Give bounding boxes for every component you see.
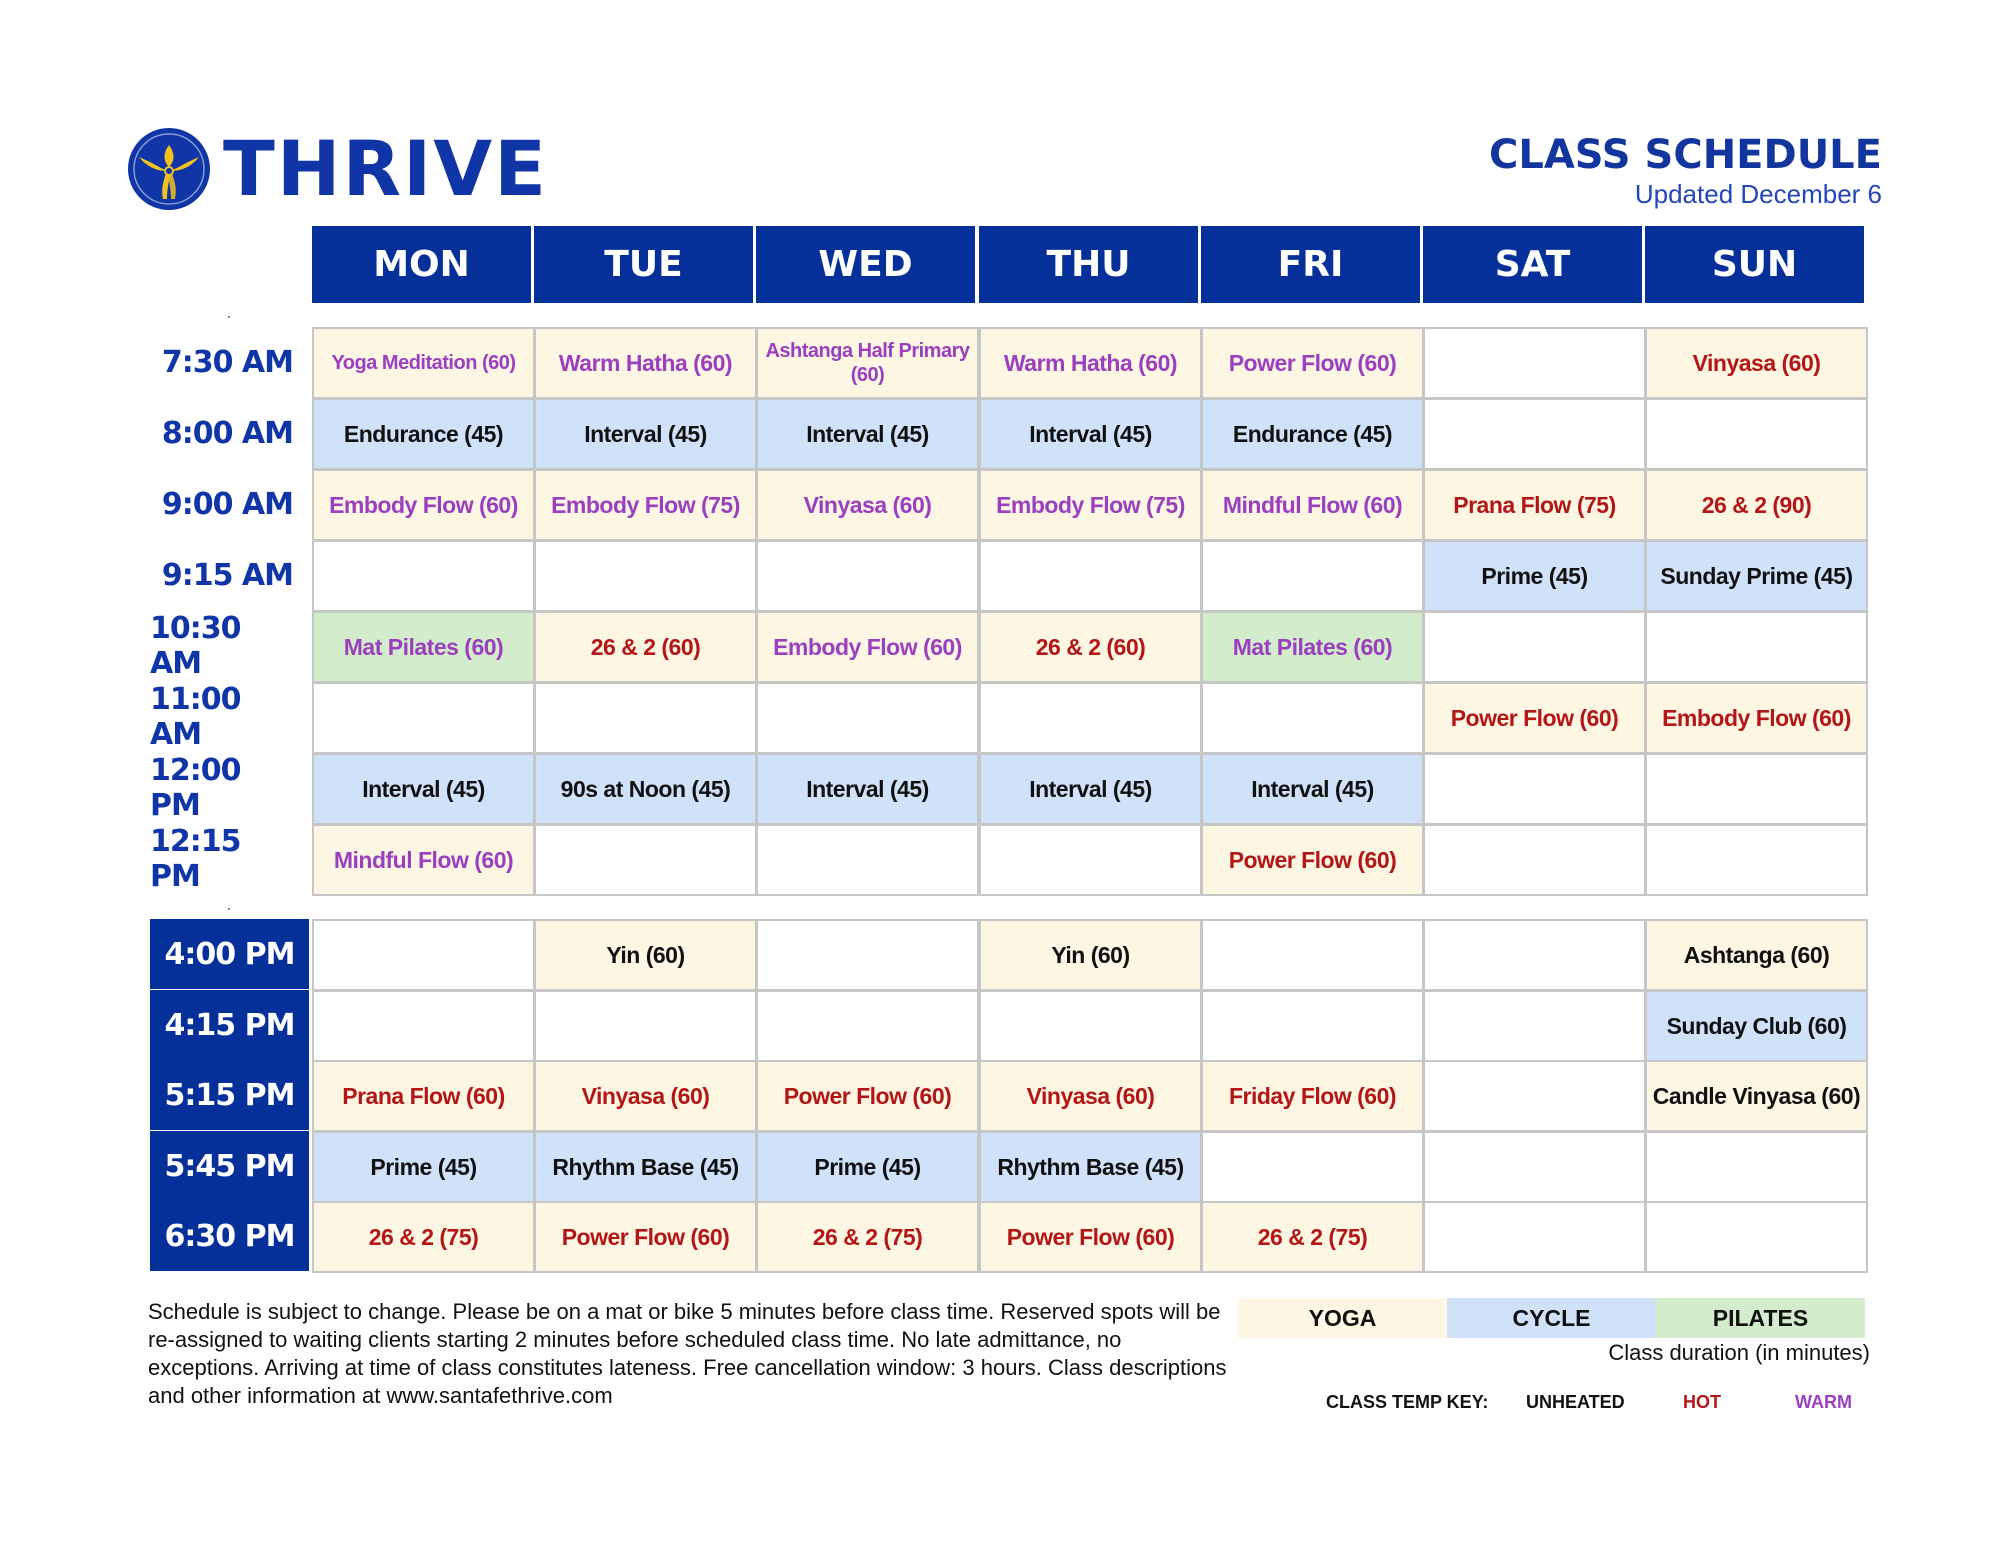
class-cell: Interval (45) [756, 398, 979, 470]
empty-slot [312, 990, 535, 1062]
empty-slot [1423, 919, 1646, 991]
empty-slot [1423, 1131, 1646, 1203]
day-header-thu: THU [979, 226, 1198, 303]
time-label: 5:15 PM [150, 1060, 309, 1130]
class-cell: Power Flow (60) [979, 1201, 1202, 1273]
time-label: 12:15 PM [150, 824, 241, 894]
empty-slot [312, 682, 535, 754]
time-label: 11:00 AM [150, 682, 241, 752]
empty-slot [534, 824, 757, 896]
empty-slot [1201, 990, 1424, 1062]
empty-slot [756, 990, 979, 1062]
empty-slot [1423, 990, 1646, 1062]
class-cell: Friday Flow (60) [1201, 1060, 1424, 1132]
empty-slot [979, 990, 1202, 1062]
time-label: 4:00 PM [150, 919, 309, 989]
class-cell: Power Flow (60) [1423, 682, 1646, 754]
class-cell: Ashtanga Half Primary (60) [756, 327, 979, 399]
class-cell: 26 & 2 (90) [1645, 469, 1868, 541]
temp-key-hot: HOT [1683, 1392, 1721, 1412]
time-label: 6:30 PM [150, 1201, 309, 1271]
day-header-tue: TUE [534, 226, 753, 303]
class-cell: Prime (45) [1423, 540, 1646, 612]
empty-slot [1645, 398, 1868, 470]
empty-slot [1201, 1131, 1424, 1203]
divider-dot [228, 908, 230, 910]
empty-slot [1645, 753, 1868, 825]
class-cell: Embody Flow (60) [1645, 682, 1868, 754]
empty-slot [1645, 611, 1868, 683]
class-cell: Mindful Flow (60) [312, 824, 535, 896]
empty-slot [534, 540, 757, 612]
class-cell: Rhythm Base (45) [979, 1131, 1202, 1203]
day-header-sat: SAT [1423, 226, 1642, 303]
class-cell: Rhythm Base (45) [534, 1131, 757, 1203]
empty-slot [534, 990, 757, 1062]
empty-slot [1423, 1060, 1646, 1132]
class-cell: Prime (45) [756, 1131, 979, 1203]
class-cell: Interval (45) [312, 753, 535, 825]
time-label: 9:15 AM [161, 557, 293, 593]
day-header-sun: SUN [1645, 226, 1864, 303]
day-header-fri: FRI [1201, 226, 1420, 303]
empty-slot [756, 540, 979, 612]
empty-slot [979, 682, 1202, 754]
class-cell: Ashtanga (60) [1645, 919, 1868, 991]
class-cell: Warm Hatha (60) [979, 327, 1202, 399]
class-cell: Embody Flow (75) [979, 469, 1202, 541]
class-cell: Vinyasa (60) [756, 469, 979, 541]
empty-slot [979, 824, 1202, 896]
class-cell: Power Flow (60) [534, 1201, 757, 1273]
class-cell: Interval (45) [534, 398, 757, 470]
class-cell: 90s at Noon (45) [534, 753, 757, 825]
empty-slot [534, 682, 757, 754]
empty-slot [1423, 1201, 1646, 1273]
class-cell: Sunday Prime (45) [1645, 540, 1868, 612]
empty-slot [1423, 824, 1646, 896]
time-label: 7:30 AM [161, 344, 293, 380]
class-cell: Yin (60) [534, 919, 757, 991]
time-label: 4:15 PM [150, 990, 309, 1060]
divider-dot [228, 316, 230, 318]
empty-slot [979, 540, 1202, 612]
empty-slot [1645, 824, 1868, 896]
day-header-mon: MON [312, 226, 531, 303]
class-cell: Interval (45) [979, 753, 1202, 825]
time-label: 12:00 PM [150, 753, 241, 823]
legend-pilates: PILATES [1656, 1298, 1865, 1338]
empty-slot [1423, 327, 1646, 399]
class-cell: Vinyasa (60) [1645, 327, 1868, 399]
class-cell: Warm Hatha (60) [534, 327, 757, 399]
class-cell: Prana Flow (75) [1423, 469, 1646, 541]
class-cell: Prana Flow (60) [312, 1060, 535, 1132]
class-cell: Embody Flow (60) [756, 611, 979, 683]
legend-cycle: CYCLE [1447, 1298, 1656, 1338]
category-legend [1238, 1298, 1865, 1338]
class-cell: Power Flow (60) [1201, 327, 1424, 399]
time-label: 9:00 AM [161, 486, 293, 522]
empty-slot [312, 540, 535, 612]
class-cell: Interval (45) [756, 753, 979, 825]
page-title: CLASS SCHEDULE [1488, 132, 1882, 178]
empty-slot [1201, 682, 1424, 754]
class-cell: Mat Pilates (60) [1201, 611, 1424, 683]
class-cell: Candle Vinyasa (60) [1645, 1060, 1868, 1132]
updated-date: Updated December 6 [1634, 179, 1882, 209]
class-cell: 26 & 2 (60) [979, 611, 1202, 683]
class-cell: 26 & 2 (75) [312, 1201, 535, 1273]
empty-slot [1201, 540, 1424, 612]
class-cell: 26 & 2 (60) [534, 611, 757, 683]
temp-key-label: CLASS TEMP KEY: [1326, 1392, 1489, 1412]
legend-yoga: YOGA [1238, 1298, 1447, 1338]
empty-slot [1423, 398, 1646, 470]
class-cell: Sunday Club (60) [1645, 990, 1868, 1062]
class-cell: Interval (45) [979, 398, 1202, 470]
empty-slot [756, 682, 979, 754]
class-cell: Vinyasa (60) [979, 1060, 1202, 1132]
class-cell: 26 & 2 (75) [756, 1201, 979, 1273]
disclaimer-text: Schedule is subject to change. Please be on a mat or bike 5 minutes before class time. Reserved spots will be re-assigned to waiting clients starting 2 minutes before scheduled class time. No late admittance, no exceptions. Arriving at time of class constitutes lateness. Free cancellation window: 3 hours. Class descriptions and other information at www.santafethrive.com [148, 1299, 1227, 1408]
empty-slot [1645, 1131, 1868, 1203]
empty-slot [1423, 753, 1646, 825]
class-cell: 26 & 2 (75) [1201, 1201, 1424, 1273]
empty-slot [756, 919, 979, 991]
empty-slot [1423, 611, 1646, 683]
class-cell: Prime (45) [312, 1131, 535, 1203]
class-cell: Yin (60) [979, 919, 1202, 991]
class-cell: Embody Flow (75) [534, 469, 757, 541]
duration-note: Class duration (in minutes) [1608, 1340, 1870, 1365]
time-label: 10:30 AM [150, 611, 241, 681]
empty-slot [756, 824, 979, 896]
time-label: 8:00 AM [161, 415, 293, 451]
class-cell: Vinyasa (60) [534, 1060, 757, 1132]
empty-slot [312, 919, 535, 991]
class-cell: Interval (45) [1201, 753, 1424, 825]
empty-slot [1645, 1201, 1868, 1273]
day-header-wed: WED [756, 226, 975, 303]
empty-slot [1201, 919, 1424, 991]
temp-key-warm: WARM [1795, 1392, 1852, 1412]
time-label: 5:45 PM [150, 1131, 309, 1201]
class-cell: Power Flow (60) [1201, 824, 1424, 896]
brand-name: THRIVE [223, 124, 548, 213]
class-cell: Mindful Flow (60) [1201, 469, 1424, 541]
class-cell: Power Flow (60) [756, 1060, 979, 1132]
class-cell: Endurance (45) [312, 398, 535, 470]
class-cell: Mat Pilates (60) [312, 611, 535, 683]
class-cell: Yoga Meditation (60) [312, 327, 535, 399]
temp-key-unheated: UNHEATED [1526, 1392, 1625, 1412]
class-cell: Endurance (45) [1201, 398, 1424, 470]
class-cell: Embody Flow (60) [312, 469, 535, 541]
